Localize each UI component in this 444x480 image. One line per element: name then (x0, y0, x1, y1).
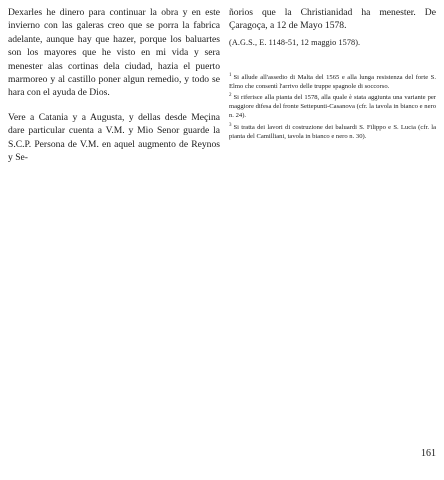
footnote-marker: 2 (229, 93, 232, 99)
footnote-text: Si allude all'assedio di Malta del 1565 e alla lunga resistenza del forte S. Elmo che consentì l'arrivo delle truppe spagnole di soccorso. (229, 73, 436, 90)
left-column (8, 6, 220, 175)
letter-paragraph-continued: ñorios que la Christianidad ha menester. De Çaragoça, a 12 de Mayo 1578. (229, 7, 436, 32)
footnote-marker: 3 (229, 122, 232, 128)
right-column (229, 6, 436, 144)
footnote-2 (229, 94, 436, 120)
letter-paragraph-2: Vere a Catania y a Augusta, y dellas desde Meçina dare particular cuenta a V.M. y Mio Senor guarde la S.C.P. Persona de V.M. en aquel augmento de Reynos y Se- (8, 111, 220, 164)
footnote-3 (229, 124, 436, 142)
footnote-text: Si tratta dei lavori di costruzione dei baluardi S. Filippo e S. Lucia (cfr. la pianta del Camilliani, tavola in bianco e nero n. 30). (229, 123, 436, 140)
footnotes (229, 74, 436, 142)
footnote-text: Si riferisce alla pianta del 1578, alla quale è stata aggiunta una variante per maggiore difesa del fronte Settepunti-Casanova (cfr. la tavola in bianco e nero n. 24). (229, 94, 436, 119)
letter-paragraph-1: Dexarles he dinero para continuar la obra y en este invierno con las galeras creo que se porra la fabrica adelante, aunque hay que hazer, porque los baluartes son los mayores que he visto en mi vida y sera menester alas cortinas dela ciudad, hazia el puerto marmoreo y al castillo poner algun remedio, y todo se hara con el ayuda de Dios. (8, 7, 220, 99)
page-number: 161 (421, 448, 436, 459)
footnote-marker: 1 (229, 72, 232, 78)
source-citation: (A.G.S., E. 1148-51, 12 maggio 1578). (229, 37, 361, 47)
footnote-1 (229, 74, 436, 92)
